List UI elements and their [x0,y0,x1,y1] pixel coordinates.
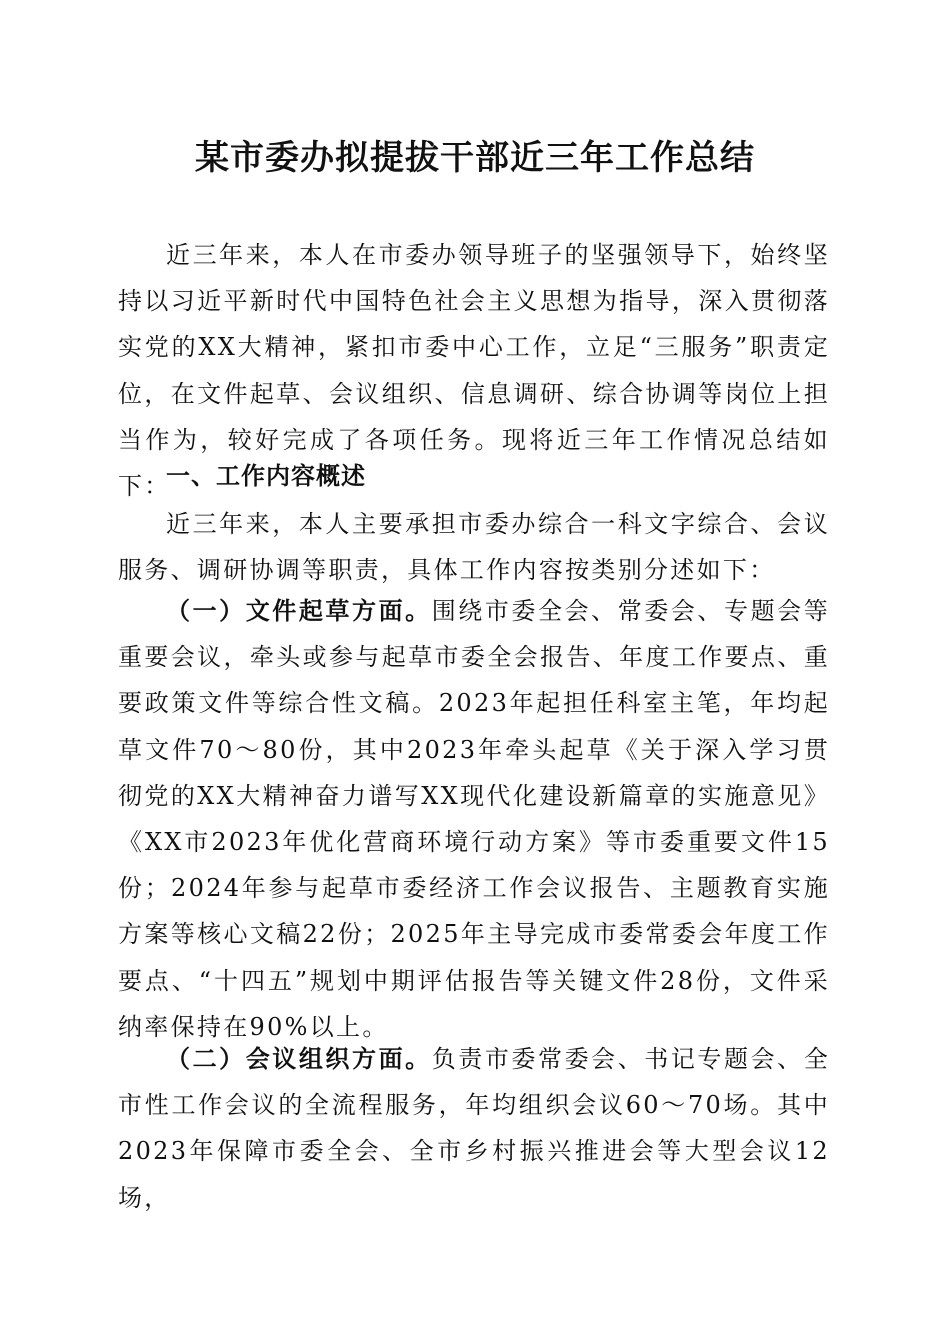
document-title: 某市委办拟提拔干部近三年工作总结 [195,138,755,178]
subsection-document-drafting [118,588,830,1050]
subsection-label: （一）文件起草方面。 [166,596,432,625]
subsection-label: （二）会议组织方面。 [166,1044,432,1073]
section-heading: 一、工作内容概述 [166,462,366,490]
subsection-text: 围绕市委全会、常委会、专题会等重要会议，牵头或参与起草市委全会报告、年度工作要点、重要政策文件等综合性文稿。2023年起担任科室主笔，年均起草文件70～80份，其中2023年牵头起草《关于深入学习贯彻党的XX大精神奋力谱写XX现代化建设新篇章的实施意见》《XX市2023年优化营商环境行动方案》等市委重要文件15份；2024年参与起草市委经济工作会议报告、主题教育实施方案等核心文稿22份；2025年主导完成市委常委会年度工作要点、“十四五”规划中期评估报告等关键文件28份，文件采纳率保持在90%以上。 [118,597,831,1041]
intro-paragraph: 近三年来，本人在市委办领导班子的坚强领导下，始终坚持以习近平新时代中国特色社会主义思想为指导，深入贯彻落实党的XX大精神，紧扣市委中心工作，立足“三服务”职责定位，在文件起草、会议组织、信息调研、综合协调等岗位上担当作为，较好完成了各项任务。现将近三年工作情况总结如下： [118,241,830,501]
section-intro-paragraph: 近三年来，本人主要承担市委办综合一科文字综合、会议服务、调研协调等职责，具体工作内容按类别分述如下： [118,510,830,585]
subsection-text: 负责市委常委会、书记专题会、全市性工作会议的全流程服务，年均组织会议60～70场。其中2023年保障市委全会、全市乡村振兴推进会等大型会议12场， [118,1045,831,1212]
subsection-meeting-organization [118,1036,830,1221]
